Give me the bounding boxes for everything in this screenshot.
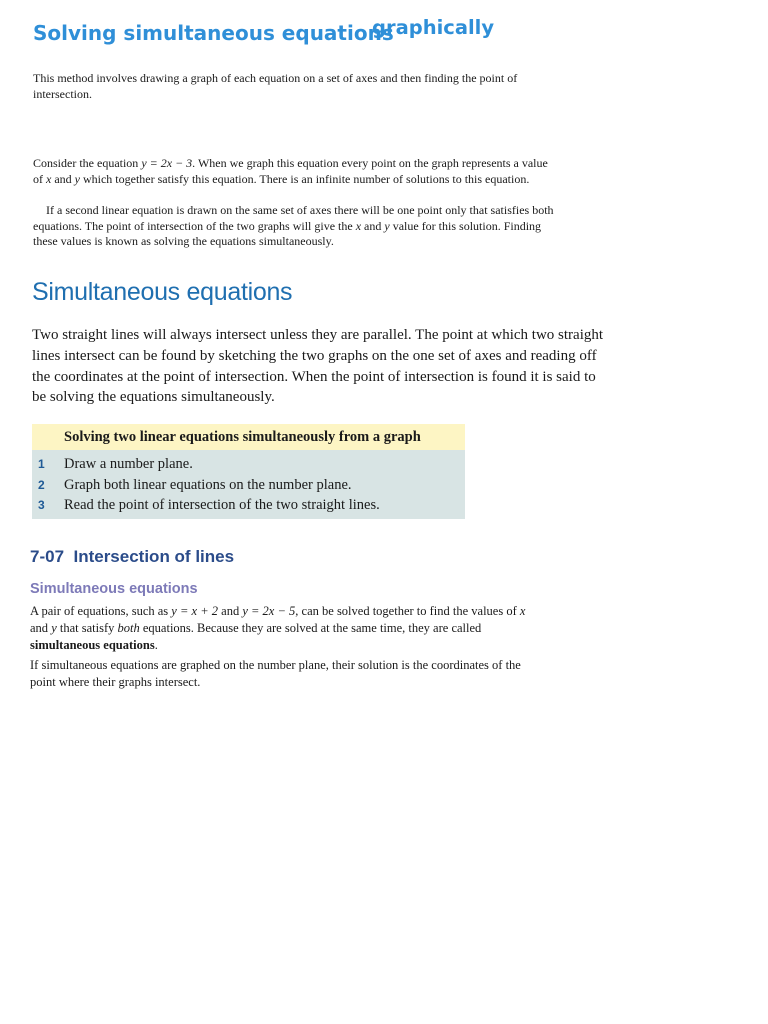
intro-paragraph: This method involves drawing a graph of each equation on a set of axes and then finding the point of intersection. bbox=[33, 71, 518, 101]
consider-paragraph bbox=[33, 156, 553, 187]
step-number: 2 bbox=[38, 477, 45, 492]
text: and bbox=[51, 171, 75, 186]
steps-box bbox=[32, 424, 465, 519]
equation: y = 2x − 3 bbox=[141, 156, 193, 170]
second-equation-paragraph bbox=[33, 203, 555, 250]
subsection-title: Simultaneous equations bbox=[30, 581, 198, 597]
text: that satisfy bbox=[56, 621, 118, 635]
text: which together satisfy this equation. There is an infinite number of solutions to this equation. bbox=[79, 171, 530, 186]
step-text: Graph both linear equations on the number plane. bbox=[64, 476, 352, 493]
section-title-intersection: 7-07 Intersection of lines bbox=[30, 547, 235, 566]
simultaneous-body: Two straight lines will always intersect unless they are parallel. The point at which two straight lines intersect can be found by sketching the two graphs on the one set of axes and reading off the coordinates at the point of intersection. When the point of intersection is found it is said to be solving the equations simultaneously. bbox=[32, 327, 604, 406]
text: . When we graph this equation every point on the graph represents a value of bbox=[33, 156, 548, 186]
var-x: x bbox=[46, 171, 52, 186]
var-y: y bbox=[384, 218, 390, 233]
text: and bbox=[218, 604, 243, 618]
text: , can be solved together to find the values of bbox=[295, 604, 520, 618]
title-sub: graphically bbox=[372, 16, 495, 39]
var-y: y bbox=[74, 171, 80, 186]
text: value for this solution. Finding these values is known as solving the equations simultaneously. bbox=[33, 218, 542, 248]
var-x: x bbox=[519, 604, 526, 618]
var-x: x bbox=[355, 218, 362, 233]
text: and bbox=[361, 218, 385, 233]
text: Consider the equation bbox=[33, 156, 142, 170]
steps-title: Solving two linear equations simultaneously from a graph bbox=[32, 424, 465, 450]
text: If a second linear equation is drawn on the same set of axes there will be one point only that satisfies both equations. The point of intersection of the two graphs will give the bbox=[33, 203, 554, 233]
section-title-simultaneous: Simultaneous equations bbox=[32, 278, 293, 306]
section-title-graphically bbox=[33, 16, 593, 48]
text: equations. Because they are solved at the same time, they are called bbox=[139, 621, 482, 635]
graph-solution-paragraph: If simultaneous equations are graphed on the number plane, their solution is the coordinates of the point where their graphs intersect. bbox=[30, 658, 521, 689]
steps-list bbox=[32, 450, 465, 519]
step-item bbox=[32, 454, 465, 475]
pair-of-equations-paragraph bbox=[30, 603, 530, 654]
equation: y = x + 2 bbox=[171, 604, 219, 618]
step-text: Read the point of intersection of the two straight lines. bbox=[64, 497, 380, 513]
equation: y = 2x − 5 bbox=[242, 604, 296, 618]
step-number: 3 bbox=[38, 498, 45, 512]
text: A pair of equations, such as bbox=[30, 604, 172, 618]
step-number: 1 bbox=[38, 457, 45, 471]
text: and bbox=[30, 621, 52, 635]
text: . bbox=[154, 638, 158, 652]
title-main: Solving simultaneous equations bbox=[33, 21, 394, 45]
emphasis: both bbox=[117, 621, 140, 635]
step-item bbox=[32, 495, 465, 516]
var-y: y bbox=[51, 621, 57, 635]
key-term: simultaneous equations bbox=[30, 638, 155, 652]
step-text: Draw a number plane. bbox=[64, 456, 193, 472]
step-item bbox=[32, 475, 465, 496]
